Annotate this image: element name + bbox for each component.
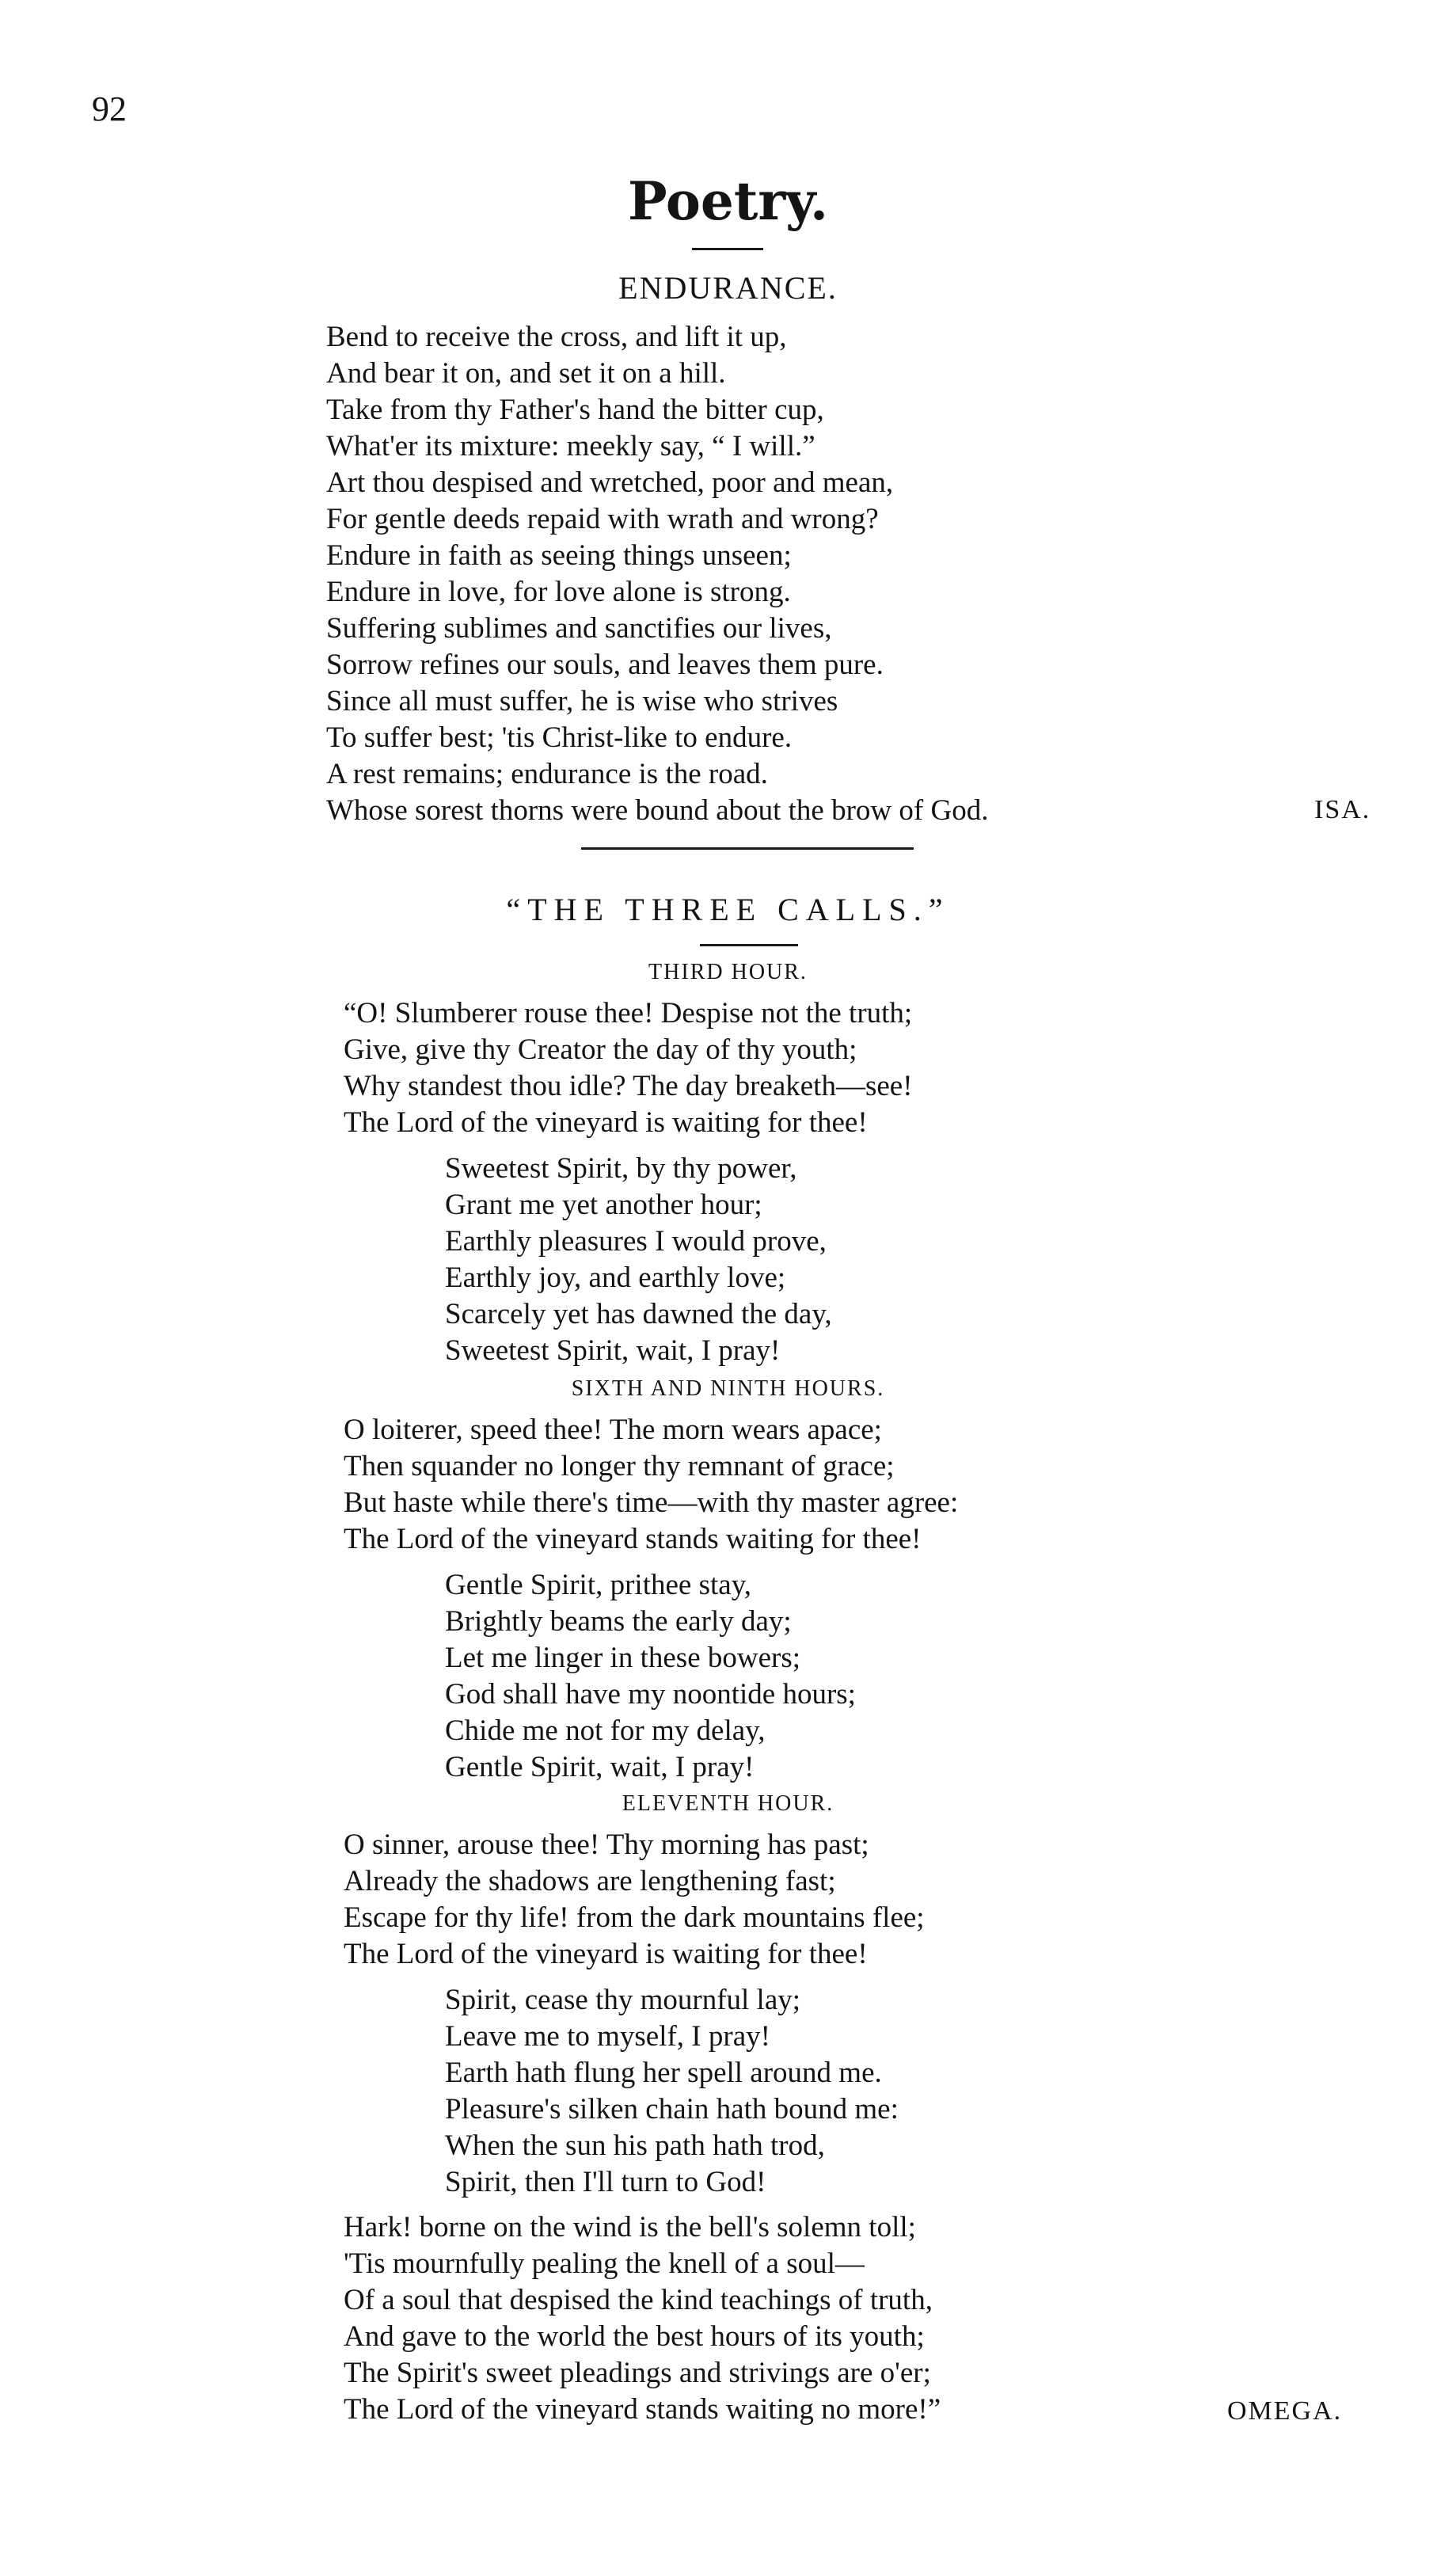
title-rule — [700, 944, 798, 946]
heading-rule — [692, 248, 763, 250]
poem-line: Spirit, then I'll turn to God! — [445, 2166, 766, 2198]
part-heading: SIXTH AND NINTH HOURS. — [571, 1376, 885, 1401]
poem-line: And bear it on, and set it on a hill. — [326, 357, 726, 390]
poem-line: For gentle deeds repaid with wrath and wrong? — [326, 503, 879, 535]
poem-line: Leave me to myself, I pray! — [445, 2020, 770, 2053]
poem-line: Suffering sublimes and sanctifies our lives, — [326, 612, 832, 645]
poem-line: But haste while there's time—with thy master agree: — [344, 1486, 959, 1519]
poem-line: Sweetest Spirit, by thy power, — [445, 1152, 797, 1185]
poem-line: Grant me yet another hour; — [445, 1189, 762, 1221]
poem-line: Then squander no longer thy remnant of grace; — [344, 1450, 895, 1482]
poem-line: Of a soul that despised the kind teachings of truth, — [344, 2284, 933, 2316]
poem-line: Why standest thou idle? The day breaketh—see! — [344, 1070, 913, 1102]
poem-line: Earthly pleasures I would prove, — [445, 1225, 827, 1258]
poem-line: Art thou despised and wretched, poor and mean, — [326, 466, 894, 499]
page-number: 92 — [92, 89, 127, 128]
poem-line: Escape for thy life! from the dark mountains flee; — [344, 1901, 925, 1934]
poem-line: Earth hath flung her spell around me. — [445, 2057, 882, 2089]
part-heading: THIRD HOUR. — [648, 960, 808, 984]
poem-line: Bend to receive the cross, and lift it up, — [326, 321, 787, 353]
poem-line: Endure in faith as seeing things unseen; — [326, 539, 792, 572]
poem-line: The Lord of the vineyard stands waiting no more!” — [344, 2393, 941, 2426]
poem-line: The Spirit's sweet pleadings and strivings are o'er; — [344, 2357, 931, 2389]
poem-line: Let me linger in these bowers; — [445, 1642, 801, 1674]
poem-line: What'er its mixture: meekly say, “ I will.” — [326, 430, 815, 462]
poem-line: The Lord of the vineyard stands waiting for thee! — [344, 1523, 922, 1555]
poem-line: When the sun his path hath trod, — [445, 2129, 825, 2162]
poem-line: Chide me not for my delay, — [445, 1714, 766, 1747]
poem-line: A rest remains; endurance is the road. — [326, 758, 768, 790]
poem-line: Take from thy Father's hand the bitter cup, — [326, 394, 824, 426]
poem-line: Gentle Spirit, prithee stay, — [445, 1569, 752, 1601]
poem-line: The Lord of the vineyard is waiting for thee! — [344, 1106, 868, 1139]
poem-line: “O! Slumberer rouse thee! Despise not the truth; — [344, 997, 913, 1029]
poem-signature: OMEGA. — [1227, 2396, 1343, 2426]
poem-line: Earthly joy, and earthly love; — [445, 1262, 786, 1294]
poem-line: Gentle Spirit, wait, I pray! — [445, 1751, 755, 1783]
poem-line: Endure in love, for love alone is strong. — [326, 576, 791, 608]
part-heading: ELEVENTH HOUR. — [622, 1791, 834, 1816]
poem-line: Already the shadows are lengthening fast; — [344, 1865, 836, 1897]
poem-separator — [581, 847, 914, 850]
poem-line: Sweetest Spirit, wait, I pray! — [445, 1334, 781, 1367]
poem-line: Pleasure's silken chain hath bound me: — [445, 2093, 899, 2125]
poem-line: Scarcely yet has dawned the day, — [445, 1298, 832, 1330]
poem-line: Whose sorest thorns were bound about the brow of God. — [326, 794, 989, 827]
poem-line: Sorrow refines our souls, and leaves them pure. — [326, 649, 884, 681]
poem-line: Give, give thy Creator the day of thy youth; — [344, 1033, 857, 1066]
poem-line: Spirit, cease thy mournful lay; — [445, 1984, 801, 2016]
poem-line: O loiterer, speed thee! The morn wears apace; — [344, 1414, 882, 1446]
section-heading: Poetry. — [628, 170, 828, 232]
poem-title-three-calls: “THE THREE CALLS.” — [506, 892, 950, 927]
poem-line: To suffer best; 'tis Christ-like to endure. — [326, 721, 793, 754]
poem-line: Since all must suffer, he is wise who strives — [326, 685, 838, 717]
poem-signature: ISA. — [1314, 795, 1371, 824]
poem-line: O sinner, arouse thee! Thy morning has past; — [344, 1829, 869, 1861]
poem-line: Brightly beams the early day; — [445, 1605, 792, 1638]
poem-line: 'Tis mournfully pealing the knell of a soul— — [344, 2247, 865, 2280]
poem-line: Hark! borne on the wind is the bell's solemn toll; — [344, 2211, 916, 2243]
poem-line: God shall have my noontide hours; — [445, 1678, 856, 1711]
poem-title-endurance: ENDURANCE. — [618, 270, 838, 306]
poem-line: The Lord of the vineyard is waiting for thee! — [344, 1938, 868, 1970]
poem-line: And gave to the world the best hours of its youth; — [344, 2320, 925, 2353]
